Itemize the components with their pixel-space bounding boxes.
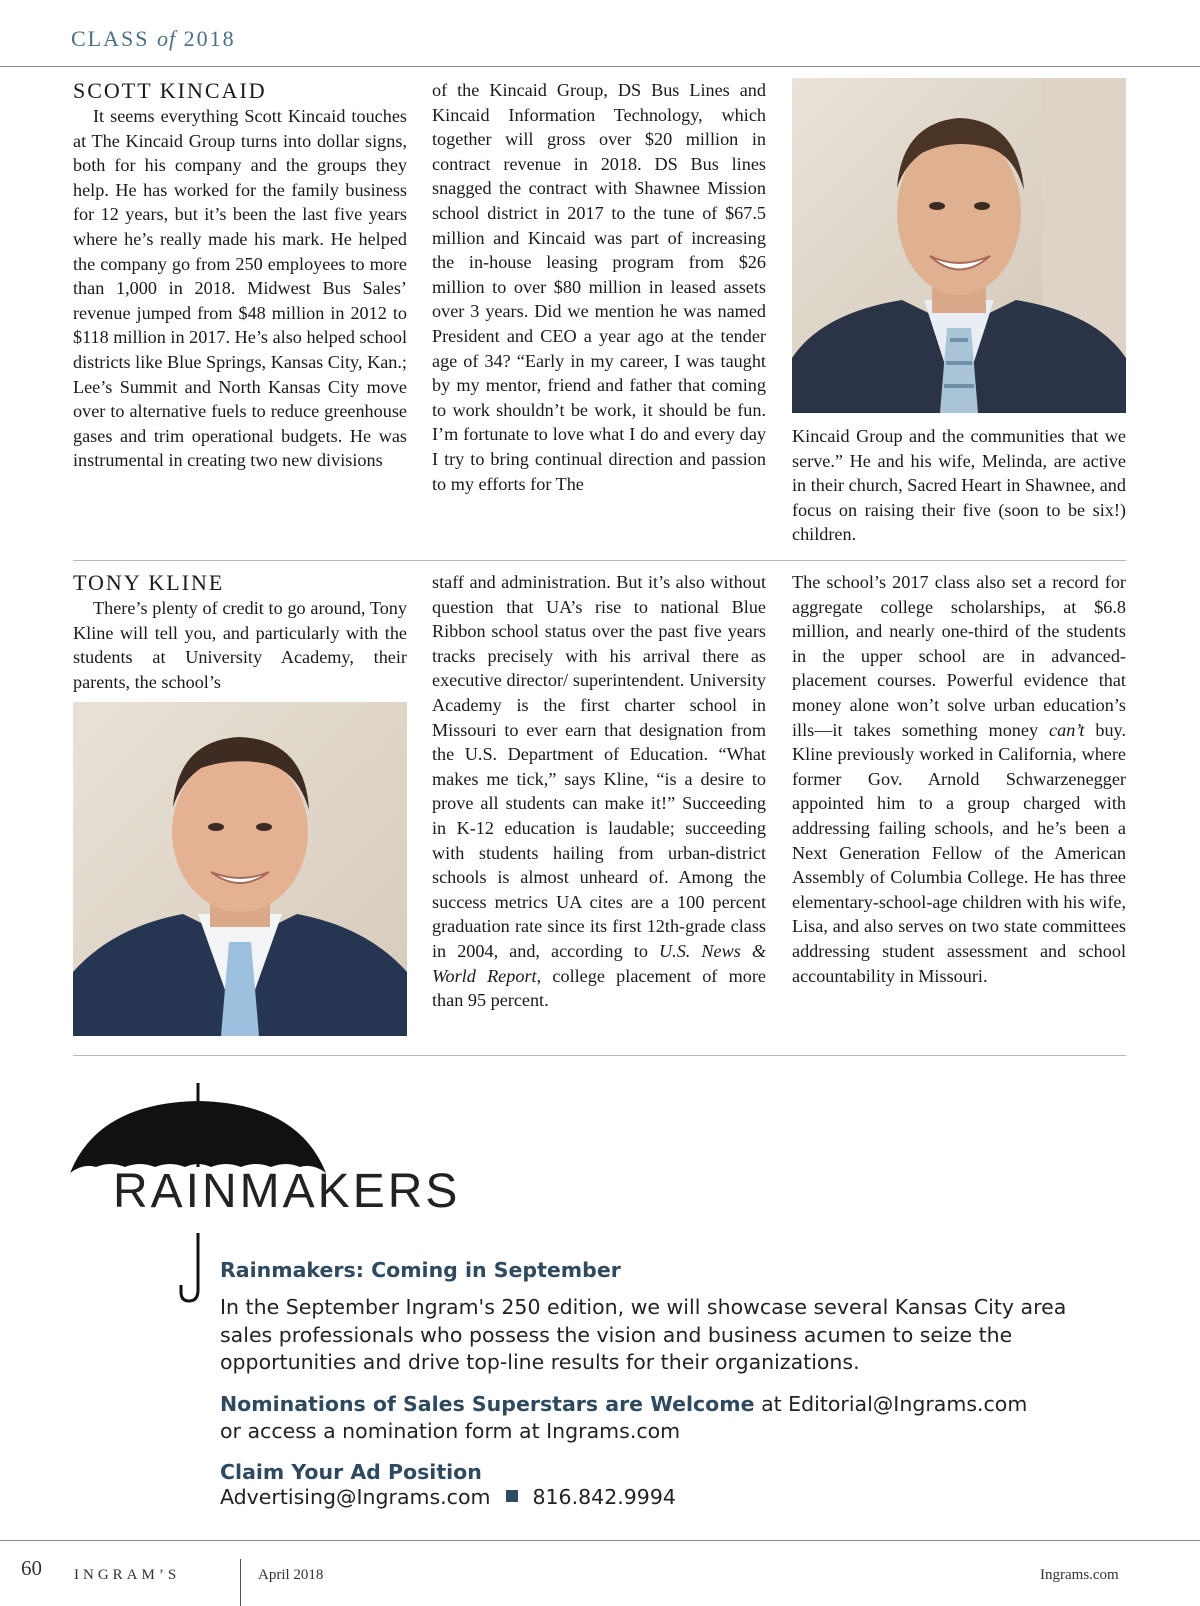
rainmakers-nominations [220,1391,1120,1419]
footer-issue-date: April 2018 [258,1567,324,1583]
header-year-label: 2018 [183,26,236,51]
footer-magazine-name: INGRAM’S [74,1567,181,1583]
header-class-label: CLASS [71,26,150,51]
ad-contact-line [220,1484,1120,1512]
rainmakers-info [220,1258,1120,1511]
kincaid-portrait-icon [792,78,1126,413]
kline-column-2 [432,570,766,1013]
page-number: 60 [21,1556,42,1580]
kline-text-2a: staff and administration. But it’s also without question that UA’s rise to national Blue Ribbon school status over the past five years tracks precisely with his arrival there as executive director/ superintendent. University Academy is the first charter school in Missouri to ever earn that designation from the U.S. Department of Education. “What makes me tick,” says Kline, “is a desire to prove all students can make it!” Succeeding in K-12 education is laudable; succeeding with students hailing from urban-district schools is almost unheard of. Among the success metrics UA cites are a 100 percent graduation rate since its first 12th-grade class in 2004, and, according to [432,572,766,961]
kline-column-3 [792,570,1126,988]
kline-text-2-em: U.S. News & World Report [432,940,767,986]
footer-vertical-divider [240,1559,241,1606]
kline-text-3-em: can’t [1049,719,1085,740]
kline-portrait-icon [73,702,407,1036]
bullet-square-icon [506,1490,518,1502]
kline-text-3a: The school’s 2017 class also set a record for aggregate college scholarships, at $6.8 million, and nearly one-third of the students in the upper school are in advanced-placement courses. Powerful evidence that money alone won’t solve urban education’s ills—it takes something money [792,572,1126,740]
kincaid-name: SCOTT KINCAID [73,78,267,103]
claim-ad-heading: Claim Your Ad Position [220,1459,482,1484]
footer-website[interactable]: Ingrams.com [1040,1567,1119,1583]
kline-text-3 [792,570,1126,988]
kline-text-1: There’s plenty of credit to go around, Tony Kline will tell you, and particularly with the students at University Academy, their parents, the school’s [73,598,407,692]
rainmakers-body: In the September Ingram's 250 edition, we will showcase several Kansas City area sales professionals who possess the vision and business acumen to seize the opportunities and drive top-line results for their organizations. [220,1295,1067,1374]
ad-email[interactable]: Advertising@Ingrams.com [220,1484,491,1509]
kincaid-text-2: of the Kincaid Group, DS Bus Lines and Kincaid Information Technology, which together will gross over $20 million in contract revenue in 2018. DS Bus lines snagged the contract with Shawnee Mission school district in 2017 to the tune of $67.5 million and Kincaid was part of increasing the in-house leasing program from $26 million to over $80 million in leased assets over 3 years. Did we mention he was named President and CEO a year ago at the tender age of 34? “Early in my career, I was taught by my mentor, friend and father that coming to work shouldn’t be work, it should be fun. I’m fortunate to love what I do and every day I try to bring continual direction and passion to my efforts for The [432,80,766,494]
kline-text-3b: buy. Kline previously worked in California, where former Gov. Arnold Schwarzenegger appointed him to a group charged with addressing failing schools, and he’s been a Next Generation Fellow of the American Assembly of Columbia College. He has three elementary-school-age children with his wife, Lisa, and also serves on two state committees addressing student assessment and school accountability in Missouri. [792,719,1127,986]
kline-text-2 [432,570,766,1013]
kincaid-photo [792,78,1126,413]
section-header [71,26,236,52]
footer-divider [0,1540,1200,1541]
section-divider-2 [73,1055,1126,1056]
kincaid-text-3: Kincaid Group and the communities that we serve.” He and his wife, Melinda, are active in their church, Sacred Heart in Shawnee, and focus on raising their five (soon to be six!) children. [792,426,1126,545]
rainmakers-heading: Rainmakers: Coming in September [220,1258,621,1282]
kincaid-column-2 [432,78,766,496]
kincaid-column-3 [792,424,1126,547]
section-divider-1 [73,560,1126,561]
kline-column-1 [73,570,407,694]
kincaid-column-1 [73,78,407,473]
header-of-label: of [156,26,177,51]
nominations-form-line[interactable]: or access a nomination form at Ingrams.com [220,1419,681,1443]
header-divider [0,66,1200,67]
ad-phone[interactable]: 816.842.9994 [532,1484,676,1509]
kincaid-text-1: It seems everything Scott Kincaid touches at The Kincaid Group turns into dollar signs, both for his company and the groups they help. He has worked for the family business for 12 years, but it’s been the last five years where he’s really made his mark. He helped the company go from 250 employees to more than 1,000 in 2018. Midwest Bus Sales’ revenue jumped from $48 million in 2012 to $118 million in 2017. He’s also helped school districts like Blue Springs, Kansas City, Kan.; Lee’s Summit and North Kansas City move over to alternative fuels to reduce greenhouse gases and trim operational budgets. He was instrumental in creating two new divisions [73,106,407,471]
rainmakers-logo-word: RAINMAKERS [113,1165,461,1218]
kline-photo [73,702,407,1036]
kline-text-2b: , college placement of more than 95 percent. [432,965,766,1011]
nominations-heading: Nominations of Sales Superstars are Welcome [220,1391,755,1416]
nominations-email[interactable]: at Editorial@Ingrams.com [754,1391,1028,1416]
kline-name: TONY KLINE [73,570,225,595]
